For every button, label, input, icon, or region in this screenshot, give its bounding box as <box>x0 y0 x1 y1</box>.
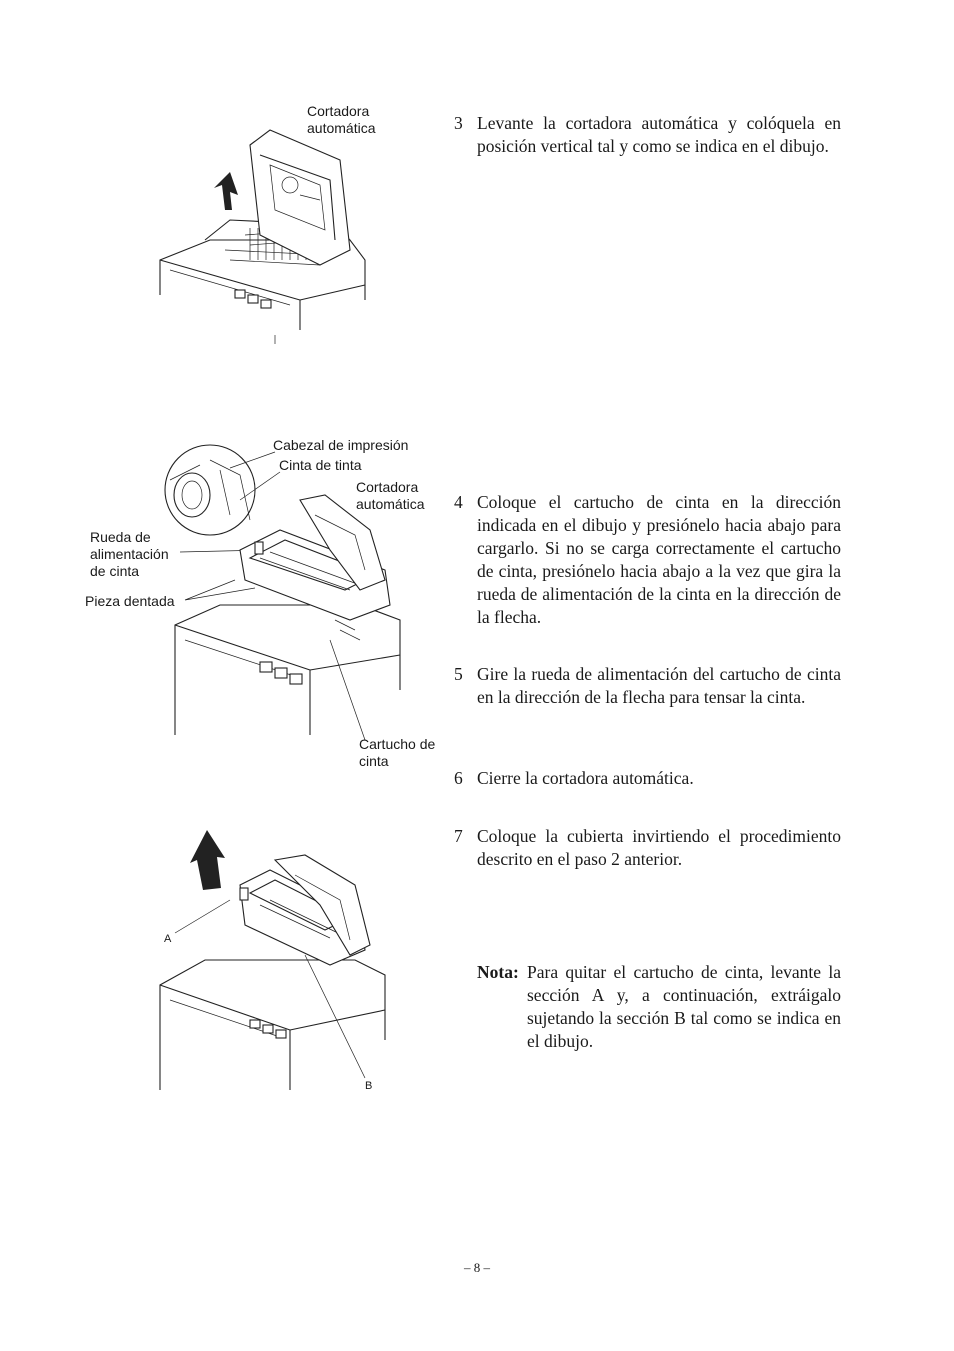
fig3-label-a: A <box>164 933 172 945</box>
step-text: Cierre la cortadora automática. <box>477 768 694 788</box>
fig2-ink-ribbon-label: Cinta de tinta <box>279 457 362 473</box>
step-text: Coloque la cubierta invirtiendo el procedimiento descrito en el paso 2 anterior. <box>477 826 841 869</box>
step-number: 5 <box>454 664 463 684</box>
step-number: 6 <box>454 768 463 788</box>
fig2-feed-wheel-label: Rueda de alimentación de cinta <box>90 529 169 579</box>
fig1-cutter-label: Cortadora automática <box>307 103 376 136</box>
fig3-label-b: B <box>365 1080 373 1092</box>
note-label: Nota: <box>477 962 519 982</box>
fig2-print-head-label: Cabezal de impresión <box>273 437 409 453</box>
step-text: Gire la rueda de alimentación del cartucho de cinta en la dirección de la flecha para tensar la cinta. <box>477 664 841 707</box>
fig2-cartridge-label: Cartucho de cinta <box>359 736 436 769</box>
step-number: 3 <box>454 113 463 133</box>
fig2-cutter-label: Cortadora automática <box>356 479 425 512</box>
step-text: Levante la cortadora automática y colóquela en posición vertical tal y como se indica en el dibujo. <box>477 113 841 156</box>
step-number: 7 <box>454 826 463 846</box>
step-number: 4 <box>454 492 463 512</box>
page-number: – 8 – <box>464 1260 490 1275</box>
fig2-toothed-part-label: Pieza dentada <box>85 593 175 609</box>
note-text: Para quitar el cartucho de cinta, levante la sección A y, a continuación, extráigalo sujetando la sección B tal como se indica en el dibujo. <box>527 962 841 1051</box>
step-text: Coloque el cartucho de cinta en la dirección indicada en el dibujo y presiónelo hacia abajo para cargarlo. Si no se carga correctamente el cartucho de cinta, presiónelo hacia abajo a la vez que gira la rueda de alimentación de la cinta en la dirección de la flecha. <box>477 492 841 627</box>
figure-cutter-raised <box>150 100 390 350</box>
figure-cartridge-removal <box>155 830 395 1095</box>
